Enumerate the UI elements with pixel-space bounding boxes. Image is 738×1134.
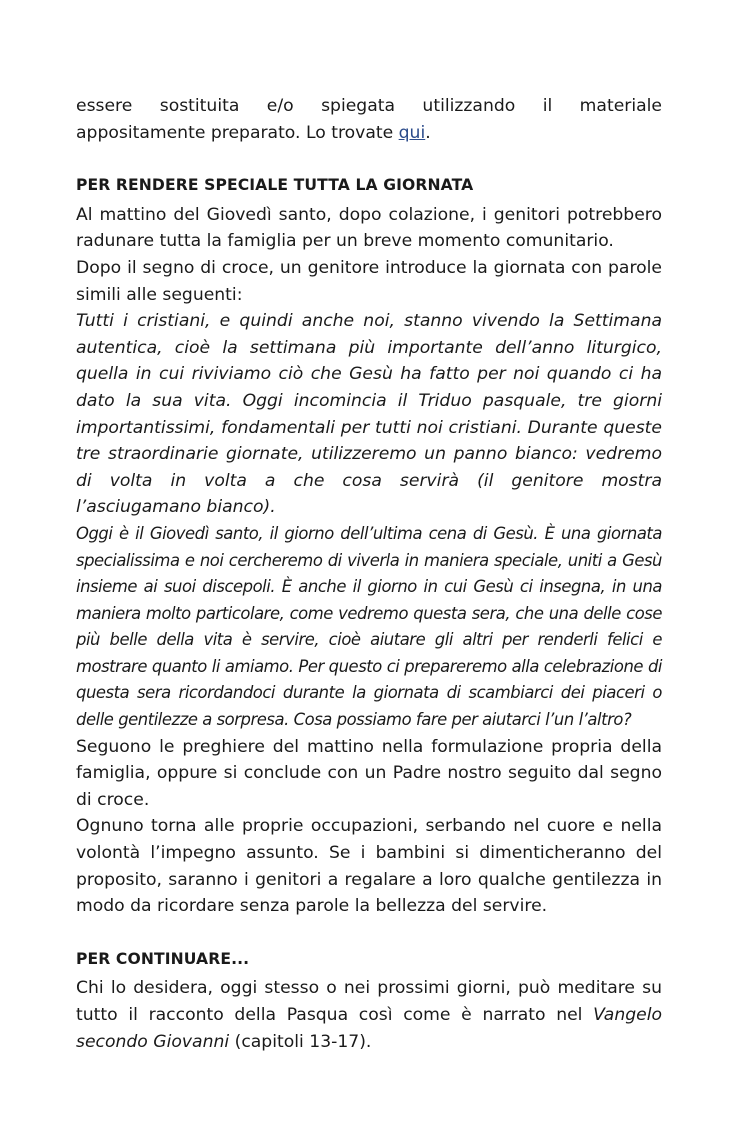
spacer [76,920,662,946]
section-heading-continuare: PER CONTINUARE... [76,949,250,968]
book-title: Vangelo secondo Giovanni [76,1005,662,1052]
intro-paragraph [76,93,662,146]
paragraph-mattino: Al mattino del Giovedì santo, dopo colazione, i genitori potrebbero radunare tutta la famiglia per un breve momento comunitario. [76,204,662,252]
continuare-text: Chi lo desidera, oggi stesso o nei prossimi giorni, può meditare su tutto il racconto della Pasqua così come è narrato nel [76,978,662,1025]
paragraph-preghiere: Seguono le preghiere del mattino nella formulazione propria della famiglia, oppure si conclude con un Padre nostro seguito dal segno di croce. [76,736,662,810]
paragraph-segno-croce: Dopo il segno di croce, un genitore introduce la giornata con parole simili alle seguenti: [76,257,662,305]
paragraph-occupazioni: Ognuno torna alle proprie occupazioni, serbando nel cuore e nella volontà l’impegno assunto. Se i bambini si dimenticheranno del proposito, saranno i genitori a regalare a loro qualche gentilezza in modo da ricordare senza parole la bellezza del servire. [76,816,662,917]
quote-settimana-autentica: Tutti i cristiani, e quindi anche noi, stanno vivendo la Settimana autentica, cioè la settimana più importante dell’anno liturgico, quella in cui riviviamo ciò che Gesù ha fatto per noi quando ci ha dato la sua vita. Oggi incomincia il Triduo pasquale, tre giorni importantissimi, fondamentali per tutti noi cristiani. Durante queste tre straordinarie giornate, utilizzeremo un panno bianco: vedremo di volta in volta a che cosa servirà (il genitore mostra l’asciugamano bianco). [76,311,662,518]
paragraph-continuare [76,975,662,1055]
intro-text-end: . [425,122,431,143]
quote-giovedi-santo: Oggi è il Giovedì santo, il giorno dell’ultima cena di Gesù. È una giornata specialissima e noi cercheremo di viverla in maniera speciale, uniti a Gesù insieme ai suoi discepoli. È anche il giorno in cui Gesù ci insegna, in una maniera molto particolare, come vedremo questa sera, che una delle cose più belle della vita è servire, cioè aiutare gli altri per renderli felici e mostrare quanto li amiamo. Per questo ci prepareremo alla celebrazione di questa sera ricordandoci durante la giornata di scambiarci dei piaceri o delle gentilezze a sorpresa. Cosa possiamo fare per aiutarci l’un l’altro? [76,523,662,730]
spacer [76,146,662,172]
continuare-text-end: (capitoli 13-17). [229,1031,372,1052]
intro-text: essere sostituita e/o spiegata utilizzando il materiale appositamente preparato. Lo trovate [76,96,662,143]
qui-link[interactable]: qui [398,122,426,143]
section-heading-giornata: PER RENDERE SPECIALE TUTTA LA GIORNATA [76,176,474,195]
document-page [76,93,662,1055]
